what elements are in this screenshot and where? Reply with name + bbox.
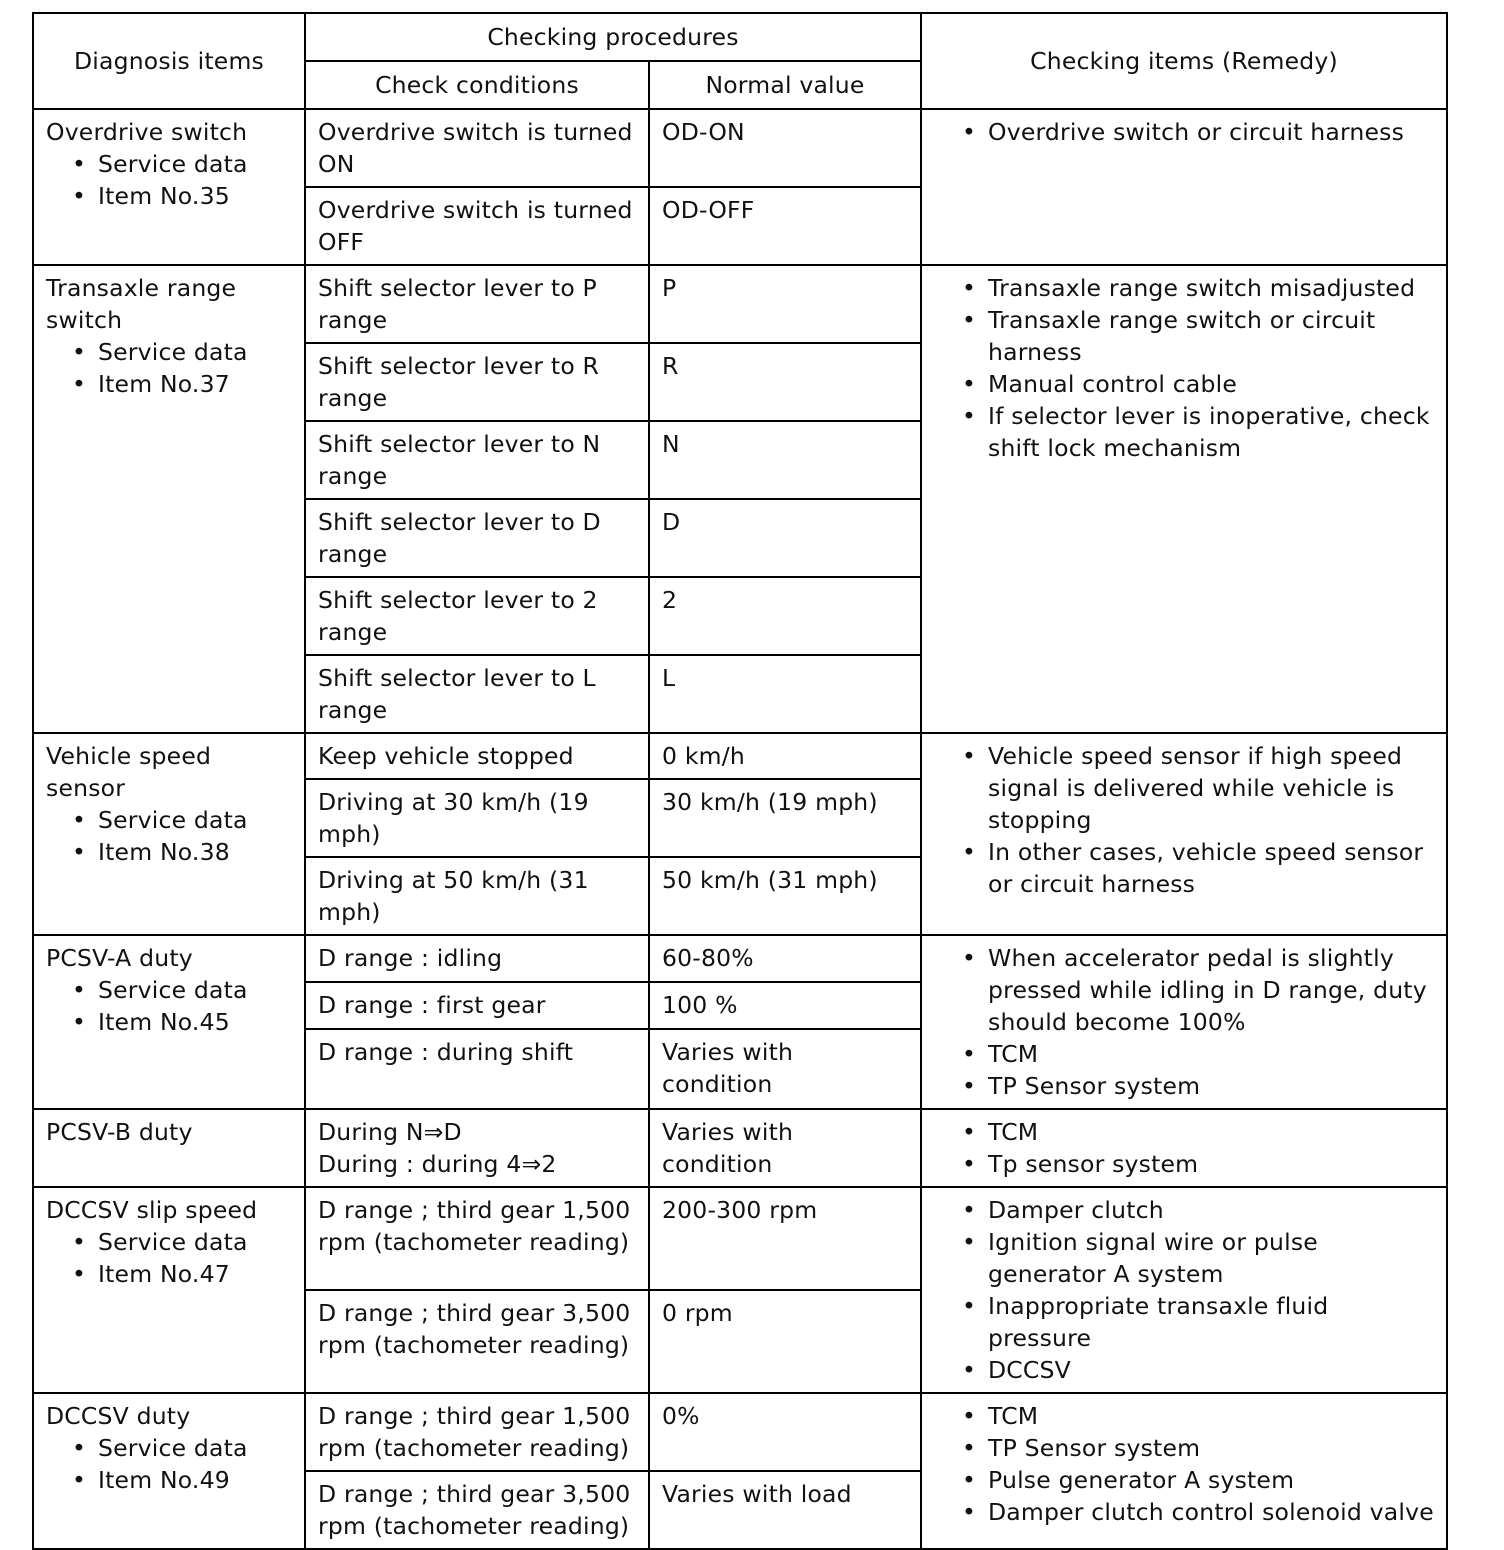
table-row <box>33 265 1447 343</box>
table-row <box>33 109 1447 187</box>
diagnosis-table <box>32 12 1448 1550</box>
check-condition-text: D range ; third gear 3,500 rpm (tachometer reading) <box>318 1299 631 1359</box>
diagnosis-bullet: • Service data <box>46 804 292 836</box>
normal-value: Varies with load <box>649 1471 921 1549</box>
normal-value: R <box>649 343 921 421</box>
check-condition <box>305 1290 649 1393</box>
normal-value: OD-ON <box>649 109 921 187</box>
table-row <box>33 935 1447 982</box>
remedy-item: • Transaxle range switch misadjusted <box>934 272 1434 304</box>
normal-value: 50 km/h (31 mph) <box>649 857 921 935</box>
diagnosis-item <box>33 109 305 265</box>
diagnosis-bullet: • Item No.38 <box>46 836 292 868</box>
normal-value: P <box>649 265 921 343</box>
remedy-item: • Ignition signal wire or pulse generator A system <box>934 1226 1434 1290</box>
check-condition <box>305 1187 649 1290</box>
check-condition-text: D range ; third gear 3,500 rpm (tachometer reading) <box>318 1480 631 1540</box>
remedy-cell <box>921 1187 1447 1393</box>
remedy-item: • Overdrive switch or circuit harness <box>934 116 1434 148</box>
check-condition-text: Shift selector lever to N range <box>318 430 601 490</box>
remedy-item: • Damper clutch <box>934 1194 1434 1226</box>
diagnosis-bullet: • Service data <box>46 336 292 368</box>
remedy-item: • Inappropriate transaxle fluid pressure <box>934 1290 1434 1354</box>
table-row <box>33 1187 1447 1290</box>
diagnosis-item-name: DCCSV slip speed <box>46 1196 258 1224</box>
remedy-cell <box>921 265 1447 733</box>
remedy-item: • If selector lever is inoperative, check shift lock mechanism <box>934 400 1434 464</box>
diagnosis-bullet: • Item No.45 <box>46 1006 292 1038</box>
header-check-conditions: Check conditions <box>305 61 649 109</box>
diagnosis-item <box>33 1393 305 1549</box>
diagnosis-item-name: Vehicle speed sensor <box>46 742 212 802</box>
normal-value: N <box>649 421 921 499</box>
check-condition <box>305 187 649 265</box>
remedy-item: • In other cases, vehicle speed sensor or circuit harness <box>934 836 1434 900</box>
check-condition <box>305 265 649 343</box>
normal-value: Varies with condition <box>649 1109 921 1187</box>
check-condition <box>305 343 649 421</box>
diagnosis-item <box>33 1109 305 1187</box>
check-condition-text: Shift selector lever to 2 range <box>318 586 598 646</box>
diagnosis-bullet: • Item No.49 <box>46 1464 292 1496</box>
check-condition <box>305 499 649 577</box>
check-condition-text: Shift selector lever to L range <box>318 664 596 724</box>
check-condition-text: D range : idling <box>318 944 503 972</box>
check-condition-text: Shift selector lever to D range <box>318 508 601 568</box>
diagnosis-bullet: • Item No.35 <box>46 180 292 212</box>
check-condition-text: Shift selector lever to P range <box>318 274 597 334</box>
diagnosis-item-name: PCSV-B duty <box>46 1118 193 1146</box>
check-condition <box>305 1109 649 1187</box>
diagnosis-bullet: • Service data <box>46 1226 292 1258</box>
remedy-item: • TCM <box>934 1400 1434 1432</box>
check-condition <box>305 577 649 655</box>
remedy-item: • Manual control cable <box>934 368 1434 400</box>
diagnosis-bullet: • Service data <box>46 974 292 1006</box>
check-condition-text: Driving at 30 km/h (19 mph) <box>318 788 589 848</box>
header-diagnosis-items: Diagnosis items <box>33 13 305 109</box>
check-condition <box>305 1029 649 1109</box>
diagnosis-bullet: • Service data <box>46 1432 292 1464</box>
remedy-cell <box>921 109 1447 265</box>
check-condition <box>305 779 649 857</box>
remedy-item: • When accelerator pedal is slightly pressed while idling in D range, duty should become 100% <box>934 942 1434 1038</box>
diagnosis-item-name: Transaxle range switch <box>46 274 237 334</box>
check-condition-text: During : during 4⇒2 <box>318 1150 557 1178</box>
remedy-item: • TP Sensor system <box>934 1432 1434 1464</box>
check-condition <box>305 655 649 733</box>
check-condition <box>305 1471 649 1549</box>
remedy-cell <box>921 1109 1447 1187</box>
table-row <box>33 733 1447 779</box>
normal-value: D <box>649 499 921 577</box>
remedy-item: • Vehicle speed sensor if high speed signal is delivered while vehicle is stopping <box>934 740 1434 836</box>
diagnosis-bullet: • Item No.47 <box>46 1258 292 1290</box>
remedy-cell <box>921 1393 1447 1549</box>
diagnosis-item <box>33 733 305 935</box>
remedy-item: • TP Sensor system <box>934 1070 1434 1102</box>
normal-value: 0% <box>649 1393 921 1471</box>
remedy-cell <box>921 733 1447 935</box>
normal-value: OD-OFF <box>649 187 921 265</box>
normal-value: 2 <box>649 577 921 655</box>
table-row <box>33 1109 1447 1187</box>
normal-value: 60-80% <box>649 935 921 982</box>
check-condition-text: D range : during shift <box>318 1038 574 1067</box>
check-condition-text: Overdrive switch is turned ON <box>318 118 633 178</box>
normal-value: 0 rpm <box>649 1290 921 1393</box>
remedy-item: • TCM <box>934 1038 1434 1070</box>
header-normal-value: Normal value <box>649 61 921 109</box>
normal-value: L <box>649 655 921 733</box>
diagnosis-item <box>33 935 305 1109</box>
check-condition-text: Overdrive switch is turned OFF <box>318 196 633 256</box>
normal-value: 200-300 rpm <box>649 1187 921 1290</box>
check-condition <box>305 1393 649 1471</box>
remedy-cell <box>921 935 1447 1109</box>
table-row <box>33 1393 1447 1471</box>
remedy-item: • Damper clutch control solenoid valve <box>934 1496 1434 1528</box>
check-condition-text: Shift selector lever to R range <box>318 352 600 412</box>
check-condition-text: D range ; third gear 1,500 rpm (tachometer reading) <box>318 1196 631 1256</box>
normal-value: Varies with condition <box>649 1029 921 1109</box>
check-condition <box>305 733 649 779</box>
diagnosis-bullet: • Item No.37 <box>46 368 292 400</box>
diagnosis-item-name: Overdrive switch <box>46 118 248 146</box>
remedy-item: • Tp sensor system <box>934 1148 1434 1180</box>
diagnosis-item-name: DCCSV duty <box>46 1402 191 1430</box>
check-condition <box>305 109 649 187</box>
check-condition-text: D range ; third gear 1,500 rpm (tachometer reading) <box>318 1402 631 1462</box>
check-condition-text: Driving at 50 km/h (31 mph) <box>318 866 589 926</box>
check-condition-text: Keep vehicle stopped <box>318 742 574 770</box>
check-condition <box>305 935 649 982</box>
diagnosis-item <box>33 265 305 733</box>
normal-value: 0 km/h <box>649 733 921 779</box>
check-condition <box>305 421 649 499</box>
header-checking-items: Checking items (Remedy) <box>921 13 1447 109</box>
remedy-item: • DCCSV <box>934 1354 1434 1386</box>
diagnosis-bullet: • Service data <box>46 148 292 180</box>
normal-value: 30 km/h (19 mph) <box>649 779 921 857</box>
remedy-item: • Pulse generator A system <box>934 1464 1434 1496</box>
check-condition <box>305 857 649 935</box>
check-condition <box>305 982 649 1029</box>
remedy-item: • Transaxle range switch or circuit harness <box>934 304 1434 368</box>
normal-value: 100 % <box>649 982 921 1029</box>
diagnosis-item <box>33 1187 305 1393</box>
diagnosis-item-name: PCSV-A duty <box>46 944 193 972</box>
check-condition-text: During N⇒D <box>318 1118 462 1146</box>
check-condition-text: D range : first gear <box>318 991 546 1020</box>
header-checking-procedures: Checking procedures <box>305 13 921 61</box>
remedy-item: • TCM <box>934 1116 1434 1148</box>
